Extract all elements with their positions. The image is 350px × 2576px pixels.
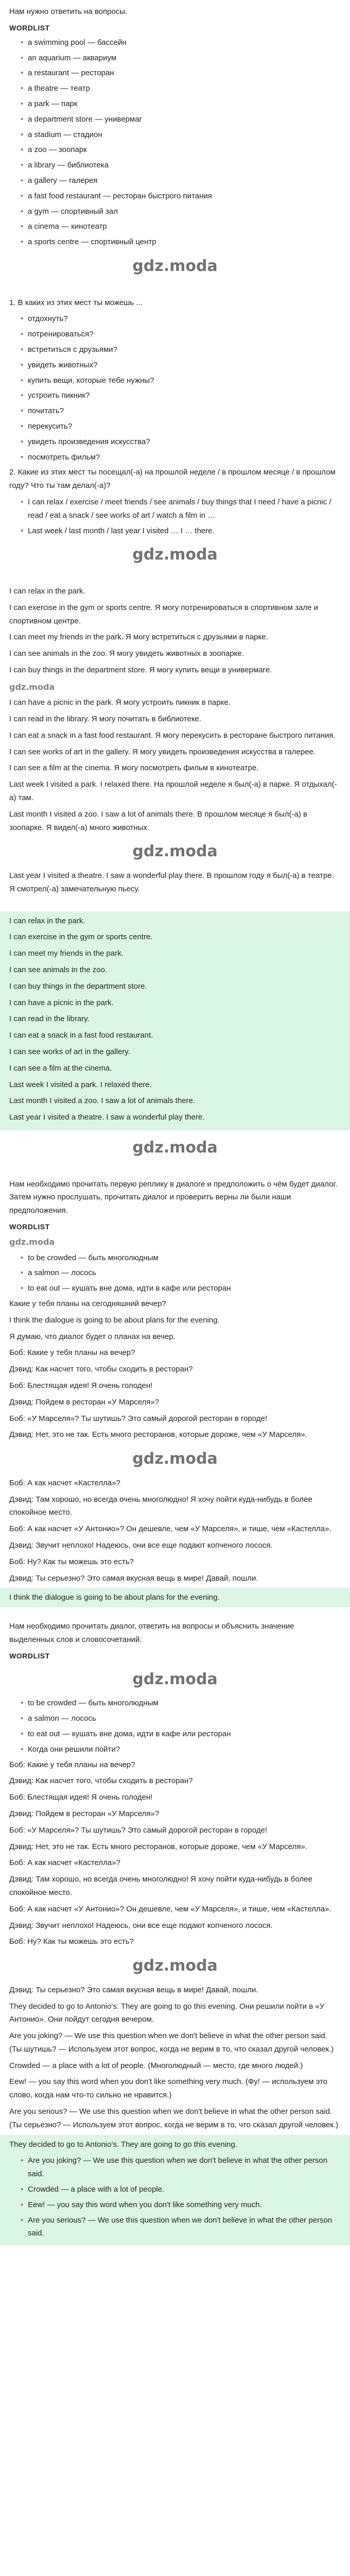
answers-list — [9, 2154, 341, 2240]
wordlist-item: • a fast food restaurant — ресторан быстрого питания — [21, 190, 341, 203]
answer-line: I can buy things in the department store. — [9, 981, 147, 991]
dialogue-line: Дэвид: Звучит неплохо! Надеюсь, они все еще подают копченого лосося. — [9, 1540, 273, 1550]
question-item: • I can relax / exercise / meet friends / see animals / buy things that I need / have a picnic / read / eat a snack / see works of art / watch a film in … — [21, 496, 341, 522]
dialogue-line: Боб: А как насчет «У Антонио»? Он дешевле, чем «У Марселя», и тише, чем «Кастелла». — [9, 1524, 331, 1534]
answer-line: Last week I visited a park. I relaxed there. — [9, 1080, 152, 1089]
answer-line: I can exercise in the gym or sports centre. Я могу потренироваться в спортивном зале и спортивном центре. — [9, 603, 319, 625]
answer-line: I can see animals in the zoo. — [9, 965, 108, 975]
question-item: • потренироваться? — [21, 328, 341, 341]
wordlist-item: • a sports centre — спортивный центр — [21, 235, 341, 249]
wordlist-item: • a library — библиотека — [21, 159, 341, 172]
answer-line: I can relax in the park. — [9, 916, 85, 925]
answer-line: I can read in the library. — [9, 1014, 90, 1024]
answer-line: I can see a film at the cinema. Я могу посмотреть фильм в кинотеатре. — [9, 764, 259, 773]
guess-confirm: I think the dialogue is going to be about plans for the evening. — [9, 1593, 220, 1602]
dialogue-line: Дэвид: Звучит неплохо! Надеюсь, они все еще подают копченого лосося. — [9, 1921, 273, 1930]
answer-item: • Crowded — a place with a lot of people. — [21, 2183, 341, 2196]
wordlist-item: • to eat out — кушать вне дома, идти в кафе или ресторан — [21, 1727, 341, 1741]
watermark: gdz.moda — [132, 1670, 218, 1688]
question-item: • отдохнуть? — [21, 312, 341, 326]
question-tonight: Какие у тебя планы на сегодняшний вечер? — [9, 1299, 166, 1308]
wordlist-item: • a salmon — лосось — [21, 1712, 341, 1725]
dialogue-line: Дэвид: Там хорошо, но всегда очень многолюдно! Я хочу пойти куда-нибудь в более спокойное место. — [9, 1875, 312, 1897]
answer-line: I can meet my friends in the park. — [9, 949, 124, 958]
dialogue-line: Боб: Какие у тебя планы на вечер? — [9, 1348, 135, 1358]
wordlist-item: • an aquarium — аквариум — [21, 52, 341, 65]
answer-line: Last month I visited a zoo. I saw a lot of animals there. — [9, 1096, 196, 1106]
answer-line: Are you serious? — We use this question when we don't believe in what the other person said. (Ты серьезно? — Используем этот вопрос, когда не верим в то, что сказал другой человек.) — [9, 2107, 339, 2129]
wordlist-item: • a salmon — лосось — [21, 1266, 341, 1280]
wordlist-item: • a swimming pool — бассейн — [21, 36, 341, 49]
dialogue-line: Дэвид: Там хорошо, но всегда очень многолюдно! Я хочу пойти куда-нибудь в более спокойное место. — [9, 1495, 312, 1517]
dialogue-line: Дэвид: Как насчет того, чтобы сходить в ресторан? — [9, 1776, 193, 1786]
question-item: • увидеть произведения искусства? — [21, 435, 341, 449]
watermark: gdz.moda — [9, 1237, 55, 1247]
answer-line: I can see animals in the zoo. Я могу увидеть животных в зоопарке. — [9, 649, 244, 658]
answer-line: I can meet my friends in the park. Я могу встретиться с друзьями в парке. — [9, 633, 268, 642]
section-answers-ru — [0, 580, 350, 906]
wordlist-3 — [9, 1697, 341, 1756]
answer-line: I can exercise in the gym or sports centre. — [9, 933, 153, 942]
section-wordlist — [0, 0, 350, 291]
answer-line: Eew! — you say this word when you don't like something very much. (Фу! — используем это слово, когда нам что-то сильно не нравится.) — [9, 2077, 328, 2100]
wordlist-item: • to be crowded — быть многолюдным — [21, 1697, 341, 1710]
question-2: 2. Какие из этих мест ты посещал(-а) на прошлой неделе / в прошлом месяце / в прошлом году? Что ты там делал(-а)? — [9, 468, 336, 490]
wordlist-item: • a department store — универмаг — [21, 113, 341, 126]
task-4-intro: Нам необходимо прочитать диалог, ответить на вопросы и объяснить значение выделенных слов и словосочетаний. — [9, 1622, 294, 1644]
answer-line: I can see works of art in the gallery. Я могу увидеть произведения искусства в галерее. — [9, 747, 316, 756]
dialogue-line: Боб: «У Марселя»? Ты шутишь? Это самый дорогой ресторан в городе! — [9, 1825, 268, 1835]
answer-line: Last year I visited a theatre. I saw a wonderful play there. — [9, 1113, 205, 1122]
section-answers-en — [0, 906, 350, 1173]
answer-line: I can have a picnic in the park. Я могу устроить пикник в парке. — [9, 698, 231, 707]
dialogue-line: Боб: «У Марселя»? Ты шутишь? Это самый дорогой ресторан в городе! — [9, 1414, 268, 1423]
answer-line: I can have a picnic in the park. — [9, 998, 114, 1007]
answer-line: Last year I visited a theatre. I saw a wonderful play there. В прошлом году я был(-а) в театре. Я смотрел(-а) замечательную пьесу. — [9, 871, 334, 893]
wordlist-title: WORDLIST — [9, 1651, 50, 1660]
question-2-list — [9, 496, 341, 537]
intro-text: Нам нужно ответить на вопросы. — [9, 7, 128, 16]
watermark: gdz.moda — [132, 1957, 218, 1975]
dialogue-line: Боб: Ну? Как ты можешь это есть? — [9, 1937, 134, 1946]
dialogue-line: Дэвид: Нет, это не так. Есть много ресторанов, которые дороже, чем «У Марселя». — [9, 1430, 307, 1439]
answer-line: Crowded — a place with a lot of people. (Многолюдный — место, где много людей.) — [9, 2061, 303, 2070]
watermark: gdz.moda — [132, 546, 218, 564]
dialogue-line: Дэвид: Пойдем в ресторан «У Марселя»? — [9, 1397, 160, 1406]
question-item: • увидеть животных? — [21, 359, 341, 372]
answer-line: I can eat a snack in a fast food restaurant. — [9, 1031, 153, 1040]
guess-ru: Я думаю, что диалог будет о планах на вечер. — [9, 1332, 176, 1341]
answer-line: I can eat a snack in a fast food restaurant. Я могу перекусить в ресторане быстрого питания. — [9, 731, 336, 740]
dialogue-line: Боб: Блестящая идея! Я очень голоден! — [9, 1793, 153, 1802]
section-question-1 — [0, 291, 350, 580]
dialogue-line: Дэвид: Ты серьезно? Это самая вкусная вещь в мире! Давай, пошли. — [9, 1985, 258, 1994]
wordlist-item: • Когда они решили пойти? — [21, 1743, 341, 1756]
wordlist-item: • a park — парк — [21, 97, 341, 111]
dialogue-line: Дэвид: Нет, это не так. Есть много ресторанов, которые дороже, чем «У Марселя». — [9, 1842, 307, 1851]
answers-highlight — [0, 2135, 350, 2246]
wordlist-title: WORDLIST — [9, 23, 50, 32]
question-item: • посмотреть фильм? — [21, 451, 341, 464]
watermark: gdz.moda — [132, 1138, 218, 1157]
question-item: • купить вещи, которые тебе нужны? — [21, 374, 341, 387]
wordlist-item: • a gym — спортивный зал — [21, 205, 341, 218]
answers-highlight — [0, 911, 350, 1130]
question-1: 1. В каких из этих мест ты можешь ... — [9, 298, 143, 307]
dialogue-line: Боб: Ну? Как ты можешь это есть? — [9, 1557, 134, 1566]
answer-line: Are you joking? — We use this question when we don't believe in what the other person said. (Ты шутишь? — Используем этот вопрос, когда не верим в то, что сказал другой человек.) — [9, 2031, 334, 2054]
wordlist-title: WORDLIST — [9, 1222, 50, 1231]
wordlist-item: • a cinema — кинотеатр — [21, 220, 341, 233]
answer-line: I can read in the library. Я могу почитать в библиотеке. — [9, 715, 201, 724]
dialogue-line: Боб: А как насчет «У Антонио»? Он дешевле, чем «У Марселя», и тише, чем «Кастелла». — [9, 1904, 331, 1913]
dialogue-line: Боб: А как насчет «Кастелла»? — [9, 1478, 120, 1487]
answer-item: • Are you joking? — We use this question when we don't believe in what the other person said. — [21, 2154, 341, 2181]
question-1-list — [9, 312, 341, 464]
answer-line: I can buy things in the department store. Я могу купить вещи в универмаге. — [9, 665, 272, 674]
section-task-4 — [0, 1615, 350, 2252]
answer-item: • Eew! — you say this word when you don't like something very much. — [21, 2198, 341, 2212]
question-item: • Last week / last month / last year I visited … I … there. — [21, 524, 341, 538]
answer-line: I can see a film at the cinema. — [9, 1063, 112, 1073]
watermark: gdz.moda — [9, 682, 55, 692]
answer-line: They decided to go to Antonio's. They are going to go this evening. — [9, 2140, 237, 2149]
answer-line: I can relax in the park. — [9, 586, 85, 596]
answer-line: Last month I visited a zoo. I saw a lot of animals there. В прошлом месяце я был(-а) в зоопарке. Я видел(-а) много животных. — [9, 809, 308, 832]
wordlist-item: • a zoo — зоопарк — [21, 143, 341, 157]
dialogue-line: Дэвид: Пойдем в ресторан «У Марселя»? — [9, 1809, 160, 1818]
wordlist-item: • to be crowded — быть многолюдным — [21, 1251, 341, 1265]
wordlist-item: • a theatre — театр — [21, 82, 341, 95]
dialogue-line: Боб: А как насчет «Кастелла»? — [9, 1858, 120, 1868]
wordlist-2 — [9, 1251, 341, 1295]
wordlist-item: • a stadium — стадион — [21, 128, 341, 142]
wordlist-item: • a gallery — галерея — [21, 174, 341, 188]
answer-line: Last week I visited a park. I relaxed there. На прошлой неделе я был(-а) в парке. Я отдыхал(-а) там. — [9, 780, 337, 803]
dialogue-line: Дэвид: Как насчет того, чтобы сходить в ресторан? — [9, 1365, 193, 1374]
wordlist-item: • a restaurant — ресторан — [21, 66, 341, 80]
question-item: • перекусить? — [21, 420, 341, 433]
answer-line: I can see works of art in the gallery. — [9, 1047, 130, 1056]
dialogue-line: Боб: Какие у тебя планы на вечер? — [9, 1760, 135, 1769]
guess-en: I think the dialogue is going to be about plans for the evening. — [9, 1315, 220, 1325]
question-item: • почитать? — [21, 404, 341, 418]
guess-confirm-highlight — [0, 1588, 350, 1607]
watermark: gdz.moda — [132, 842, 218, 861]
watermark: gdz.moda — [132, 1450, 218, 1468]
answer-item: • Are you serious? — We use this question when we don't believe in what the other person said. — [21, 2214, 341, 2241]
answer-line: They decided to go to Antonio's. They are going to go this evening. Они решили пойти в «У Антонио». Они пойдут сегодня вечером. — [9, 2002, 325, 2024]
dialogue-line: Дэвид: Ты серьезно? Это самая вкусная вещь в мире! Давай, пошли. — [9, 1573, 258, 1583]
watermark: gdz.moda — [132, 257, 218, 276]
dialogue-line: Боб: Блестящая идея! Я очень голоден! — [9, 1381, 153, 1390]
question-item: • устроить пикник? — [21, 389, 341, 402]
wordlist — [9, 36, 341, 249]
task-3-intro: Нам необходимо прочитать первую реплику в диалоге и предположить о чём будет диалог. Затем нужно прослушать, прочитать диалог и проверить верны ли были наши предположения. — [9, 1179, 338, 1215]
section-task-3 — [0, 1173, 350, 1615]
question-item: • встретиться с друзьями? — [21, 343, 341, 357]
wordlist-item: • to eat out — кушать вне дома, идти в кафе или ресторан — [21, 1282, 341, 1295]
